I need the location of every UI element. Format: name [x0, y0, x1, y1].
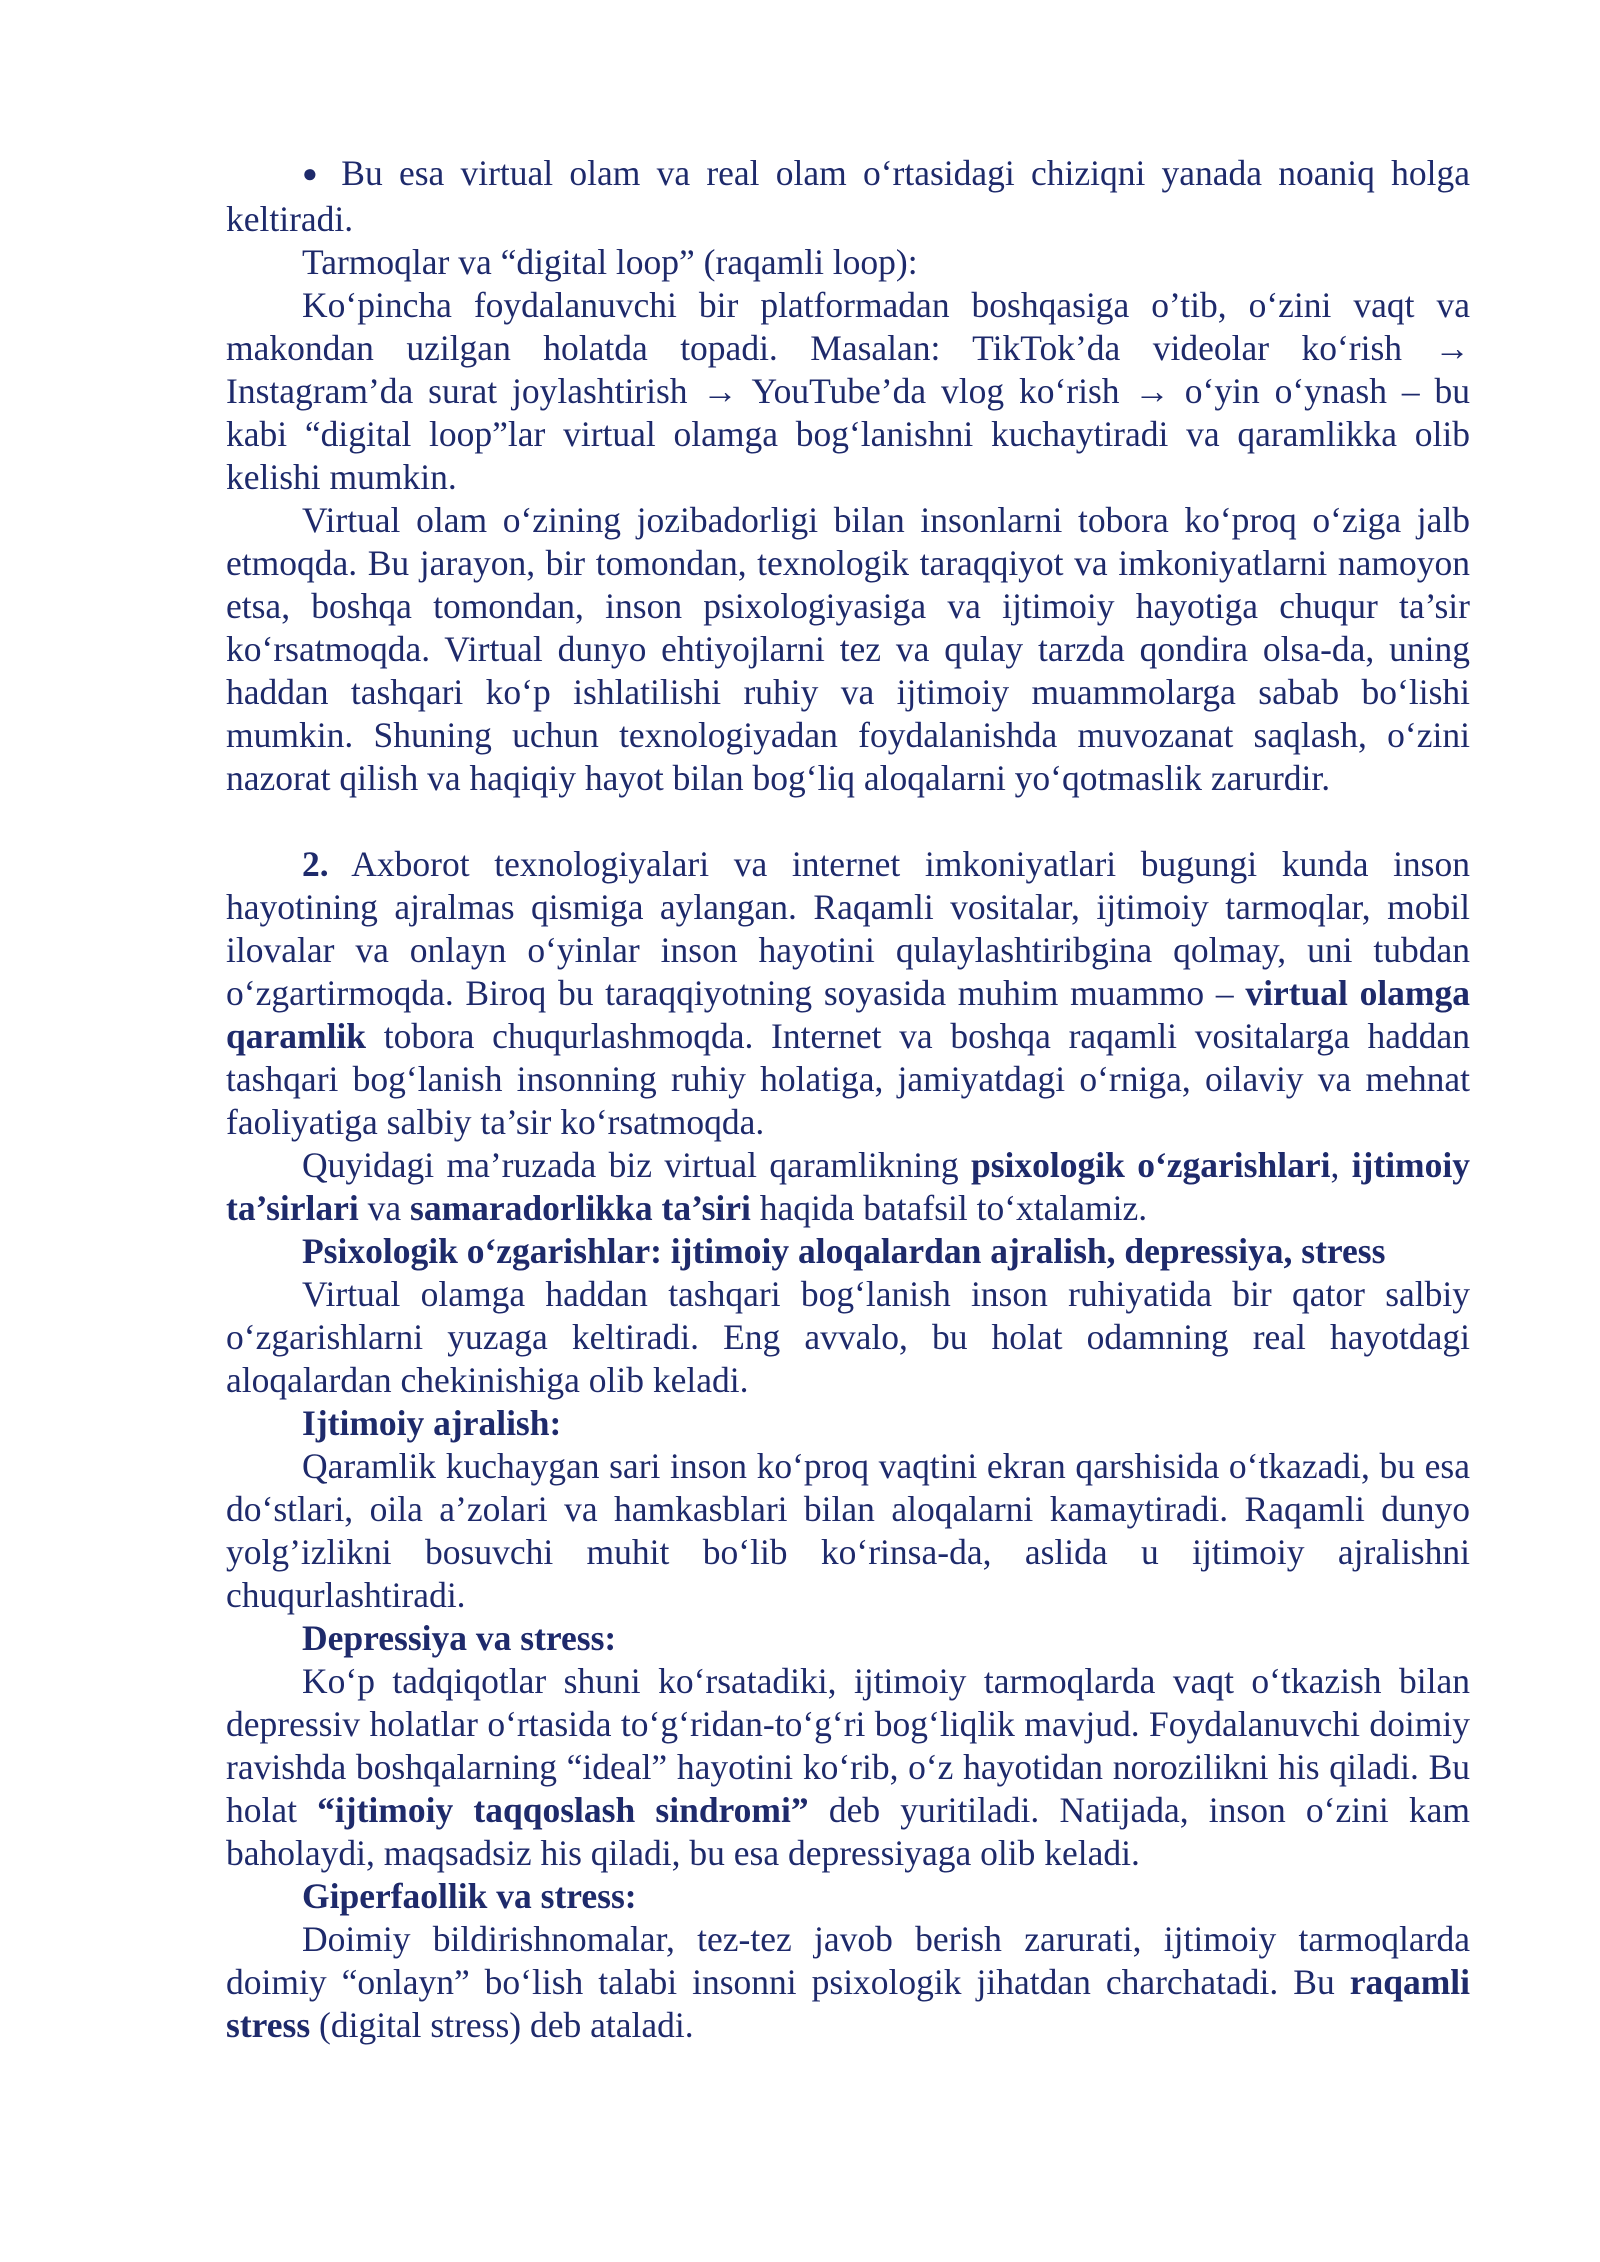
digital-loop-heading: Tarmoqlar va “digital loop” (raqamli loop): [302, 242, 918, 282]
bullet-text: Bu esa virtual olam va real olam o‘rtasidagi chiziqni yanada noaniq holga keltiradi. [226, 153, 1470, 239]
section-2-bold-term: virtual olamga qaramlik [226, 973, 1471, 1056]
digital-loop-paragraph: Ko‘pincha foydalanuvchi bir platformadan boshqasiga o’tib, o‘zini vaqt va makondan uzilgan holatda topadi. Masalan: TikTok’da videolar ko‘rish → Instagram’da surat joylashtirish → YouTube’da vlog ko‘rish → o‘yin o‘ynash – bu kabi “digital loop”lar virtual olamga bog‘lanishni kuchaytiradi va qaramlikka olib kelishi mumkin. [226, 285, 1470, 497]
section-2-text-part: Axborot texnologiyalari va internet imkoniyatlari bugungi kunda inson hayotining ajralmas qismiga aylangan. Raqamli vositalar, ijtimoiy tarmoqlar, mobil ilovalar va onlayn o‘yinlar inson hayotini qulaylashtiribgina qolmay, uni tubdan o‘zgartirmoqda. Biroq bu taraqqiyotning soyasida muhim muammo – [226, 844, 1470, 1013]
hyperactivity-text-part: Doimiy bildirishnomalar, tez-tez javob berish zarurati, ijtimoiy tarmoqlarda doimiy “onlayn” bo‘lish talabi insonni psixologik jihatdan charchatadi. Bu [226, 1919, 1470, 2002]
overview-text-part: Quyidagi ma’ruzada biz virtual qaramlikning [302, 1145, 971, 1185]
depression-text-part: Ko‘p tadqiqotlar shuni ko‘rsatadiki, ijtimoiy tarmoqlarda vaqt o‘tkazish bilan depressiv holatlar o‘rtasida to‘g‘ridan-to‘g‘ri bog‘liqlik mavjud. Foydalanuvchi doimiy ravishda boshqalarning “ideal” hayotini ko‘rib, o‘z hayotidan norozilikni his qiladi. Bu holat [226, 1661, 1470, 1830]
overview-text-part: haqida batafsil to‘xtalamiz. [750, 1188, 1148, 1228]
hyperactivity-text-part: (digital stress) deb ataladi. [310, 2005, 694, 2045]
psychological-changes-heading-text: Psixologik o‘zgarishlar: ijtimoiy aloqalardan ajralish, depressiya, stress [302, 1231, 1386, 1271]
depression-stress-heading-text: Depressiya va stress: [302, 1618, 617, 1658]
hyperactivity-stress-heading-text: Giperfaollik va stress: [302, 1876, 637, 1916]
section-2-text-part: tobora chuqurlashmoqda. Internet va boshqa raqamli vositalarga haddan tashqari bog‘lanish insonning ruhiy holatiga, jamiyatdagi o‘rniga, oilaviy va mehnat faoliyatiga salbiy ta’sir ko‘rsatmoqda. [226, 1016, 1470, 1142]
section-number: 2. [302, 844, 329, 884]
social-isolation-heading [226, 1402, 1470, 1445]
overview-text-part: , [1330, 1145, 1352, 1185]
depression-bold-term: “ijtimoiy taqqoslash sindromi” [317, 1790, 809, 1830]
overview-bold-term: samaradorlikka ta’siri [410, 1188, 751, 1228]
overview-bold-term: psixologik o‘zgarishlari [970, 1145, 1331, 1185]
hyperactivity-bold-term: raqamli stress [226, 1962, 1470, 2045]
document-page [226, 152, 1470, 2047]
lecture-overview-paragraph [226, 1144, 1470, 1230]
hyperactivity-stress-heading [226, 1875, 1470, 1918]
paragraph-spacer [226, 800, 1470, 843]
depression-text-part: deb yuritiladi. Natijada, inson o‘zini kam baholaydi, maqsadsiz his qiladi, bu esa depressiyaga olib keladi. [226, 1790, 1470, 1873]
virtual-world-paragraph: Virtual olam o‘zining jozibadorligi bilan insonlarni tobora ko‘proq o‘ziga jalb etmoqda. Bu jarayon, bir tomondan, texnologik taraqqiyot va imkoniyatlarni namoyon etsa, boshqa tomondan, inson psixologiyasiga va ijtimoiy hayotiga chuqur ta’sir ko‘rsatmoqda. Virtual dunyo ehtiyojlarni tez va qulay tarzda qondira olsa-da, uning haddan tashqari ko‘p ishlatilishi ruhiy va ijtimoiy muammolarga sabab bo‘lishi mumkin. Shuning uchun texnologiyadan foydalanishda muvozanat saqlash, o‘zini nazorat qilish va haqiqiy hayot bilan bog‘liq aloqalarni yo‘qotmaslik zarurdir. [226, 500, 1470, 798]
bullet-icon: ● [302, 159, 326, 188]
hyperactivity-stress-paragraph [226, 1918, 1470, 2047]
overview-text-part: va [358, 1188, 411, 1228]
social-isolation-heading-text: Ijtimoiy ajralish: [302, 1403, 562, 1443]
depression-stress-heading [226, 1617, 1470, 1660]
psychological-changes-paragraph: Virtual olamga haddan tashqari bog‘lanish inson ruhiyatida bir qator salbiy o‘zgarishlarni yuzaga keltiradi. Eng avvalo, bu holat odamning real hayotdagi aloqalardan chekinishiga olib keladi. [226, 1274, 1470, 1400]
depression-stress-paragraph [226, 1660, 1470, 1875]
psychological-changes-heading [226, 1230, 1470, 1273]
section-2-intro-paragraph [226, 843, 1470, 1144]
bullet-paragraph [226, 152, 1470, 241]
social-isolation-paragraph: Qaramlik kuchaygan sari inson ko‘proq vaqtini ekran qarshisida o‘tkazadi, bu esa do‘stlari, oila a’zolari va hamkasblari bilan aloqalarni kamaytiradi. Raqamli dunyo yolg’izlikni bosuvchi muhit bo‘lib ko‘rinsa-da, aslida u ijtimoiy ajralishni chuqurlashtiradi. [226, 1446, 1470, 1615]
overview-bold-term: ijtimoiy ta’sirlari [226, 1145, 1470, 1228]
